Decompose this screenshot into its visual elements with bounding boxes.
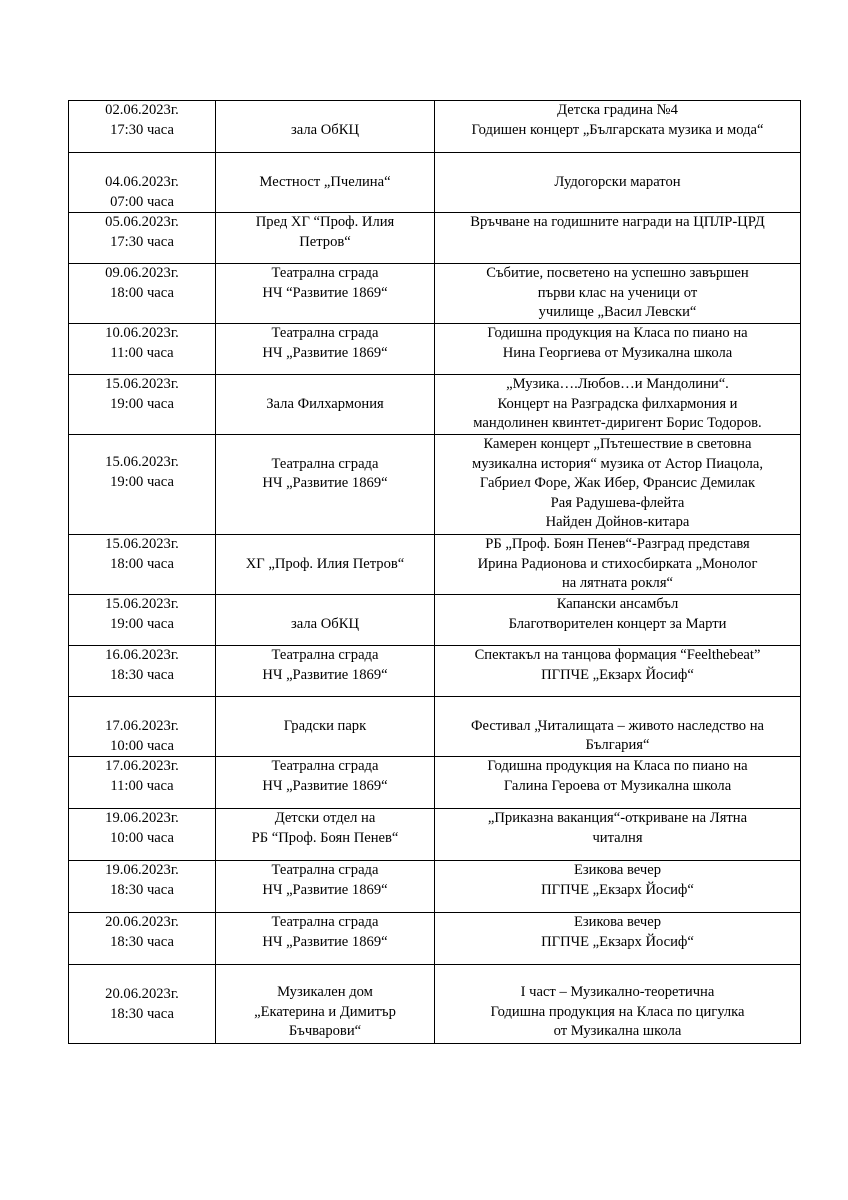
event-venue-cell — [216, 697, 435, 757]
event-description-line: читалня — [592, 829, 643, 846]
event-venue-line — [220, 153, 430, 173]
event-date-cell — [69, 435, 216, 535]
event-date: 17.06.2023г. — [105, 718, 179, 734]
event-time: 10:00 часа — [110, 737, 174, 754]
event-description-line: Детска градина №4 — [557, 102, 678, 118]
event-row — [69, 535, 801, 595]
event-description-cell — [435, 965, 801, 1044]
event-venue-line: Местност „Пчелина“ — [259, 173, 391, 190]
event-venue-line — [220, 435, 430, 455]
event-date: 15.06.2023г. — [105, 596, 179, 612]
event-venue-line: РБ “Проф. Боян Пенев“ — [251, 829, 399, 846]
event-venue-line: Зала Филхармония — [266, 395, 384, 412]
event-description-line: Благотворителен концерт за Марти — [508, 615, 727, 632]
event-venue-line: НЧ „Развитие 1869“ — [262, 666, 388, 683]
event-description-line — [439, 697, 796, 717]
event-date-cell — [69, 101, 216, 153]
event-description-cell — [435, 861, 801, 913]
event-row — [69, 646, 801, 697]
event-description-line: Концерт на Разградска филхармония и — [497, 395, 738, 412]
event-date-cell — [69, 375, 216, 435]
event-date: 09.06.2023г. — [105, 265, 179, 281]
event-date: 19.06.2023г. — [105, 862, 179, 878]
event-description-cell — [435, 324, 801, 375]
event-row — [69, 324, 801, 375]
event-row — [69, 375, 801, 435]
event-venue-line: зала ОбКЦ — [290, 615, 360, 632]
event-row — [69, 965, 801, 1044]
event-date-cell — [69, 324, 216, 375]
event-description-line: на лятната рокля“ — [561, 575, 674, 591]
event-description-line: Нина Георгиева от Музикална школа — [502, 344, 733, 361]
event-description-cell — [435, 646, 801, 697]
event-time: 17:30 часа — [110, 121, 174, 138]
event-venue-cell — [216, 913, 435, 965]
event-time: 11:00 часа — [110, 777, 174, 794]
event-date-cell — [69, 757, 216, 809]
event-date: 15.06.2023г. — [105, 536, 179, 552]
event-description-line: България“ — [585, 737, 650, 753]
event-time: 18:30 часа — [110, 666, 174, 683]
event-description-cell — [435, 213, 801, 264]
event-venue-line: Театрална сграда — [271, 325, 379, 341]
event-date: 20.06.2023г. — [105, 986, 179, 1002]
event-venue-line — [220, 595, 430, 615]
event-time: 18:30 часа — [110, 1005, 174, 1022]
event-description-line: ПГПЧЕ „Екзарх Йосиф“ — [541, 666, 694, 683]
event-description-line: мандолинен квинтет-диригент Борис Тодоров. — [473, 415, 762, 431]
event-time: 19:00 часа — [110, 473, 174, 490]
event-venue-cell — [216, 264, 435, 324]
event-date-cell — [69, 595, 216, 646]
event-venue-cell — [216, 861, 435, 913]
event-date: 16.06.2023г. — [105, 647, 179, 663]
event-date-cell — [69, 965, 216, 1044]
event-row — [69, 213, 801, 264]
event-date: 20.06.2023г. — [105, 914, 179, 930]
event-venue-line: Театрална сграда — [271, 265, 379, 281]
event-description-line: Габриел Форе, Жак Ибер, Франсис Демилак — [479, 475, 756, 491]
event-description-cell — [435, 435, 801, 535]
event-description-line: първи клас на ученици от — [537, 284, 698, 301]
event-venue-line: Градски парк — [283, 717, 367, 734]
event-description-line: училище „Васил Левски“ — [538, 304, 697, 320]
event-venue-line: Театрална сграда — [271, 862, 379, 878]
event-description-cell — [435, 101, 801, 153]
event-venue-line: Петров“ — [299, 233, 351, 250]
event-row — [69, 861, 801, 913]
event-description-line: Връчване на годишните награди на ЦПЛР-ЦРД — [470, 214, 765, 230]
event-time: 18:30 часа — [110, 881, 174, 898]
event-description-cell — [435, 757, 801, 809]
event-date: 19.06.2023г. — [105, 810, 179, 826]
event-time: 18:30 часа — [110, 933, 174, 950]
event-row — [69, 595, 801, 646]
event-venue-line: зала ОбКЦ — [290, 121, 360, 138]
event-date: 15.06.2023г. — [105, 454, 179, 470]
event-description-cell — [435, 375, 801, 435]
event-description-cell — [435, 697, 801, 757]
event-description-line: Събитие, посветено на успешно завършен — [486, 265, 749, 281]
event-row — [69, 913, 801, 965]
event-time: 10:00 часа — [110, 829, 174, 846]
event-venue-line — [220, 697, 430, 717]
event-description-cell — [435, 809, 801, 861]
event-date-cell — [69, 809, 216, 861]
event-description-line: РБ „Проф. Боян Пенев“-Разград представя — [485, 536, 750, 552]
event-description-cell — [435, 153, 801, 213]
event-description-line: Спектакъл на танцова формация “Feelthebeat” — [474, 647, 761, 663]
event-description-line: Найден Дойнов-китара — [545, 514, 690, 530]
event-date-cell — [69, 646, 216, 697]
event-description-line: „Приказна ваканция“-откриване на Лятна — [487, 810, 748, 826]
event-venue-line: НЧ “Развитие 1869“ — [262, 284, 388, 301]
event-date-cell — [69, 913, 216, 965]
event-venue-cell — [216, 213, 435, 264]
event-date-cell — [69, 213, 216, 264]
event-description-line — [439, 153, 796, 173]
event-description-line: Годишна продукция на Класа по цигулка — [490, 1003, 745, 1020]
event-venue-cell — [216, 809, 435, 861]
event-row — [69, 697, 801, 757]
event-venue-line — [220, 101, 430, 121]
event-venue-line: НЧ „Развитие 1869“ — [262, 475, 388, 491]
event-venue-line: Театрална сграда — [271, 647, 379, 663]
event-description-line: Фестивал „Читалищата – живото наследство на — [470, 717, 765, 734]
event-description-line: Годишен концерт „Българската музика и мода“ — [471, 121, 764, 138]
event-description-line: Ирина Радионова и стихосбирката „Монолог — [477, 555, 758, 572]
event-date-cell — [69, 153, 216, 213]
event-row — [69, 757, 801, 809]
event-venue-cell — [216, 646, 435, 697]
event-venue-line: ХГ „Проф. Илия Петров“ — [245, 555, 405, 572]
event-description-line: „Музика….Любов…и Мандолини“. — [506, 376, 729, 392]
event-venue-line: Музикален дом — [277, 984, 373, 1000]
event-venue-line: „Екатерина и Димитър — [254, 1003, 396, 1020]
event-date: 15.06.2023г. — [105, 376, 179, 392]
event-description-cell — [435, 595, 801, 646]
event-venue-line: НЧ „Развитие 1869“ — [262, 933, 388, 950]
event-venue-line — [220, 375, 430, 395]
event-venue-cell — [216, 101, 435, 153]
event-description-cell — [435, 535, 801, 595]
event-venue-line: НЧ „Развитие 1869“ — [262, 881, 388, 898]
event-date: 10.06.2023г. — [105, 325, 179, 341]
event-venue-cell — [216, 965, 435, 1044]
event-row — [69, 153, 801, 213]
event-time: 18:00 часа — [110, 555, 174, 572]
event-venue-cell — [216, 595, 435, 646]
event-venue-cell — [216, 375, 435, 435]
event-venue-cell — [216, 324, 435, 375]
event-venue-line: НЧ „Развитие 1869“ — [262, 777, 388, 794]
event-venue-line: Детски отдел на — [274, 810, 376, 826]
event-description-line: ПГПЧЕ „Екзарх Йосиф“ — [541, 933, 694, 950]
event-date: 02.06.2023г. — [105, 102, 179, 118]
event-row — [69, 809, 801, 861]
event-venue-cell — [216, 153, 435, 213]
event-venue-line: Пред ХГ “Проф. Илия — [255, 214, 395, 230]
event-date: 04.06.2023г. — [105, 174, 179, 190]
event-time: 19:00 часа — [110, 395, 174, 412]
event-venue-line: Театрална сграда — [271, 758, 379, 774]
event-venue-line: НЧ „Развитие 1869“ — [262, 344, 388, 361]
event-venue-line: Театрална сграда — [271, 914, 379, 930]
event-description-line: Капански ансамбъл — [556, 596, 679, 612]
event-description-line: Камерен концерт „Пътешествие в световна — [483, 436, 752, 452]
event-description-line: от Музикална школа — [553, 1023, 682, 1039]
event-date-cell — [69, 264, 216, 324]
event-row — [69, 264, 801, 324]
event-time: 17:30 часа — [110, 233, 174, 250]
event-time: 19:00 часа — [110, 615, 174, 632]
event-description-line: Езикова вечер — [574, 914, 661, 930]
event-time: 11:00 часа — [110, 344, 174, 361]
event-description-line: ПГПЧЕ „Екзарх Йосиф“ — [541, 881, 694, 898]
event-venue-cell — [216, 757, 435, 809]
event-description-line: Езикова вечер — [574, 862, 661, 878]
event-description-line: Галина Героева от Музикална школа — [503, 777, 732, 794]
event-description-line: Годишна продукция на Класа по пиано на — [487, 325, 748, 341]
event-date: 05.06.2023г. — [105, 214, 179, 230]
event-description-cell — [435, 264, 801, 324]
event-date: 17.06.2023г. — [105, 758, 179, 774]
event-venue-cell — [216, 435, 435, 535]
event-date-cell — [69, 697, 216, 757]
event-venue-line: Театрална сграда — [271, 455, 379, 472]
event-description-line: Годишна продукция на Класа по пиано на — [487, 758, 748, 774]
event-time: 07:00 часа — [110, 193, 174, 210]
event-venue-cell — [216, 535, 435, 595]
event-description-line: Рая Радушева-флейта — [550, 494, 685, 511]
event-description-line: музикална история“ музика от Астор Пиацола, — [472, 455, 763, 472]
events-schedule-table — [68, 100, 801, 1044]
event-description-cell — [435, 913, 801, 965]
event-row — [69, 101, 801, 153]
event-venue-line: Бъчварови“ — [288, 1023, 362, 1039]
event-date-cell — [69, 535, 216, 595]
event-description-line: I част – Музикално-теоретична — [520, 984, 715, 1000]
event-time: 18:00 часа — [110, 284, 174, 301]
event-description-line: Лудогорски маратон — [554, 173, 681, 190]
event-row — [69, 435, 801, 535]
events-schedule-body — [69, 101, 801, 1044]
event-venue-line — [220, 535, 430, 555]
event-date-cell — [69, 861, 216, 913]
